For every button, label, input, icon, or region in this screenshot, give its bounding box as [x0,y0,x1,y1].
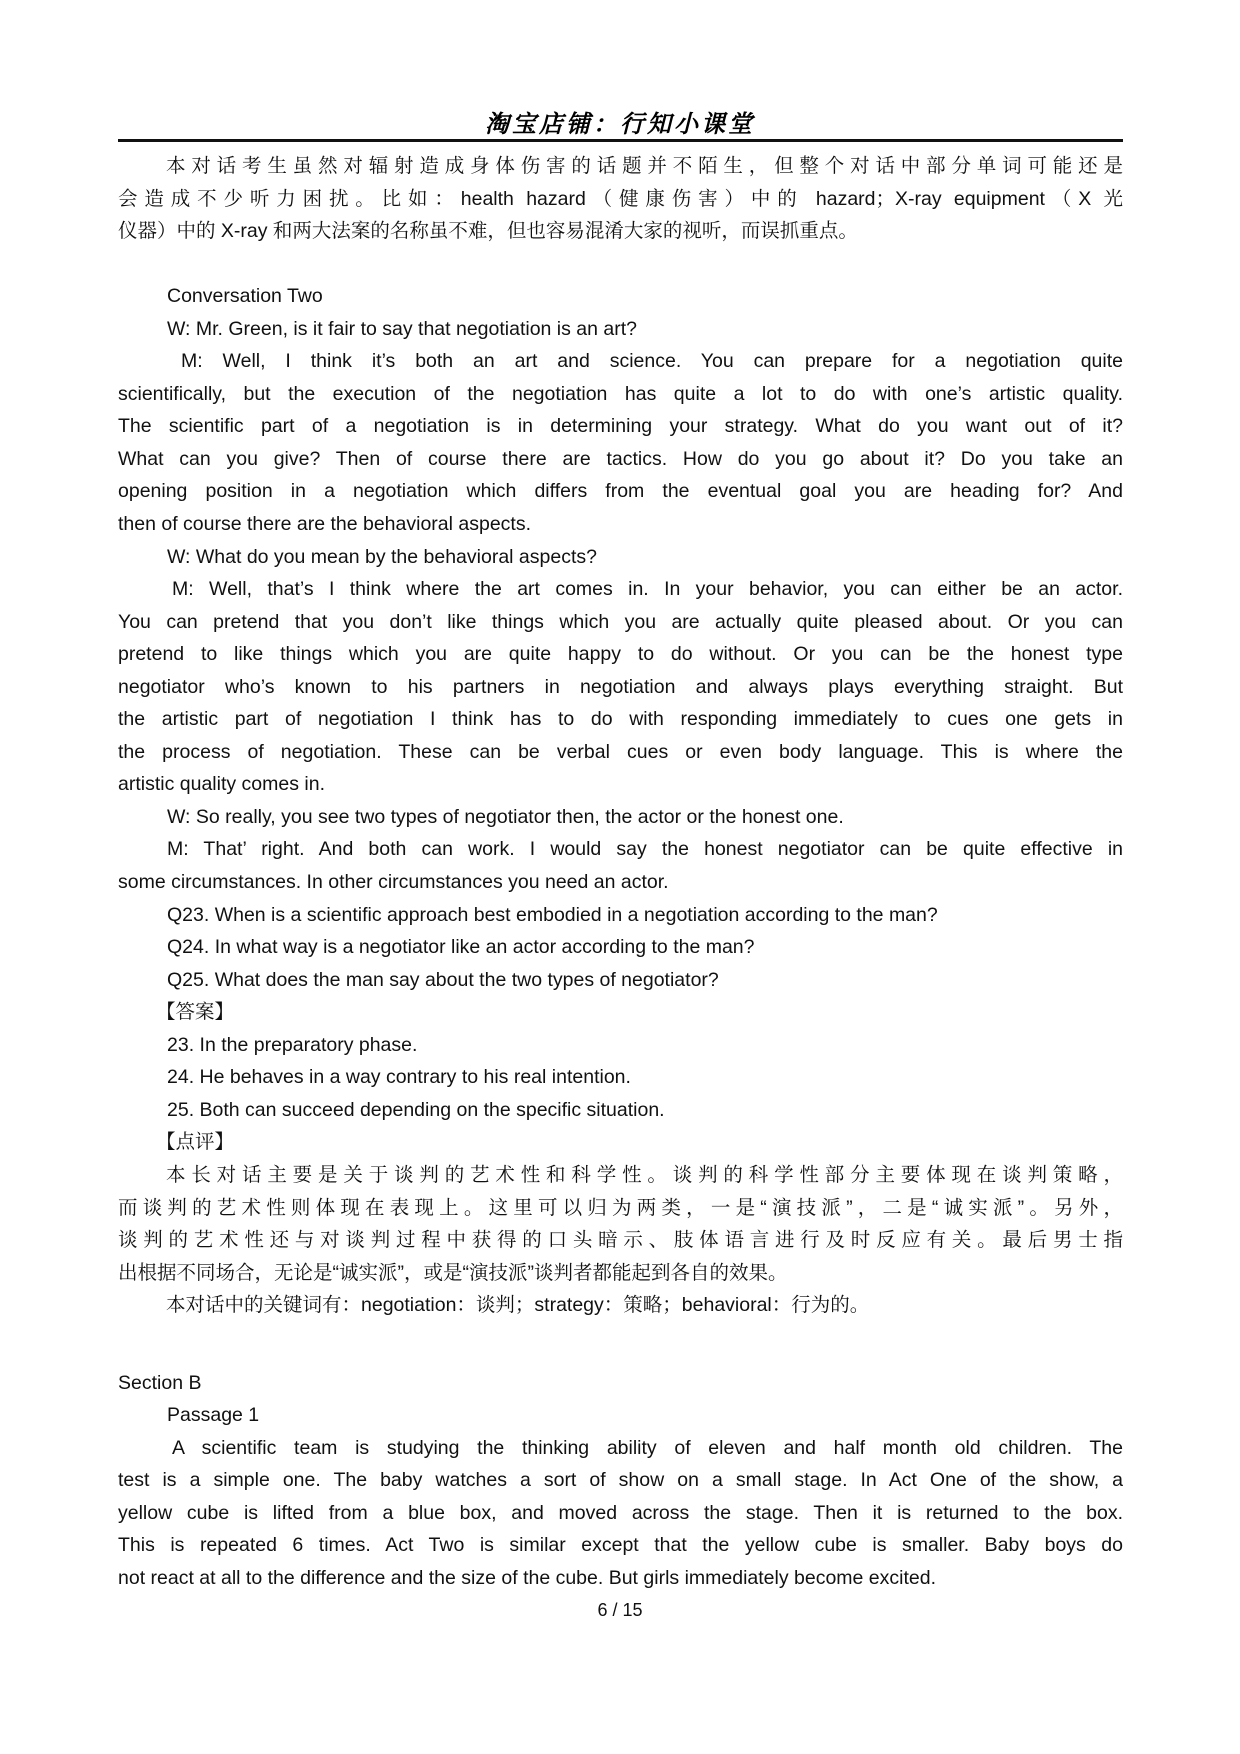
paragraph [118,345,1123,540]
text-line: artistic quality comes in. [118,773,325,796]
text-line: not react at all to the difference and the size of the cube. But girls immediately become excited. [118,1566,937,1589]
text-line: M: That’ right. And both can work. I would say the honest negotiator can be quite effective in [167,838,1123,861]
paragraph [118,996,1123,1029]
paragraph [118,573,1123,801]
text-line: M: Well, I think it’s both an art and science. You can prepare for a negotiation quite [181,350,1123,373]
text-line: some circumstances. In other circumstances you need an actor. [118,871,669,894]
paragraph [118,1159,1123,1289]
paragraph [118,1399,1123,1432]
text-line: pretend to like things which you are quite happy to do without. Or you can be the honest type [118,643,1123,666]
text-line: 【答案】 [156,1001,235,1024]
text-line: This is repeated 6 times. Act Two is similar except that the yellow cube is smaller. Baby boys do [118,1534,1123,1557]
paragraph [118,150,1123,248]
page-number: 6 / 15 [597,1600,643,1620]
text-line: 仪器）中的 X-ray 和两大法案的名称虽不难，但也容易混淆大家的视听，而误抓重点。 [118,220,858,243]
paragraph [118,1126,1123,1159]
paragraph [118,964,1123,997]
text-line: 23. In the preparatory phase. [167,1033,418,1056]
text-line: The scientific part of a negotiation is in determining your strategy. What do you want out of it? [118,415,1123,438]
text-line: 会造成不少听力困扰。比如：health hazard（健康伤害）中的 hazard；X-ray equipment（X 光 [118,187,1123,210]
text-line: 本对话考生虽然对辐射造成身体伤害的话题并不陌生，但整个对话中部分单词可能还是 [166,155,1123,177]
text-line: 谈判的艺术性还与对谈判过程中获得的口头暗示、肢体语言进行及时反应有关。最后男士指 [118,1229,1123,1252]
section-gap [118,1322,1123,1367]
text-line: Q23. When is a scientific approach best embodied in a negotiation according to the man? [167,903,938,926]
text-line: test is a simple one. The baby watches a sort of show on a small stage. In Act One of the show, a [118,1469,1123,1492]
text-line: Q25. What does the man say about the two types of negotiator? [167,968,719,991]
text-line: What can you give? Then of course there are tactics. How do you go about it? Do you take an [118,447,1123,470]
paragraph [118,1289,1123,1322]
text-line: Conversation Two [167,285,323,308]
paragraph [118,931,1123,964]
paragraph [118,833,1123,898]
text-line: scientifically, but the execution of the negotiation has quite a lot to do with one’s artistic quality. [118,382,1123,405]
blank-line [118,248,1123,281]
paragraph [118,541,1123,574]
text-line: 本对话中的关键词有：negotiation：谈判；strategy：策略；behavioral：行为的。 [166,1294,870,1317]
paragraph [118,313,1123,346]
text-line: the process of negotiation. These can be verbal cues or even body language. This is where the [118,740,1123,763]
text-line: You can pretend that you don’t like things which you are actually quite pleased about. Or you can [118,610,1123,633]
text-line: W: Mr. Green, is it fair to say that negotiation is an art? [167,317,638,340]
text-line: yellow cube is lifted from a blue box, and moved across the stage. Then it is returned to the box. [118,1501,1123,1524]
paragraph [118,1029,1123,1062]
text-line: 25. Both can succeed depending on the specific situation. [167,1098,665,1121]
text-line: Passage 1 [167,1404,260,1427]
text-line: Q24. In what way is a negotiator like an actor according to the man? [167,936,755,959]
text-line: 出根据不同场合，无论是“诚实派”，或是“演技派”谈判者都能起到各自的效果。 [118,1261,788,1284]
text-line: then of course there are the behavioral aspects. [118,513,532,536]
paragraph [118,1432,1123,1595]
text-line: M: Well, that’s I think where the art comes in. In your behavior, you can either be an actor. [172,578,1123,601]
text-line: negotiator who’s known to his partners in negotiation and always plays everything straight. But [118,675,1123,698]
paragraph [118,899,1123,932]
paragraph [118,1094,1123,1127]
page-header-title: 淘宝店铺：行知小课堂 [485,111,755,138]
text-line: 本长对话主要是关于谈判的艺术性和科学性。谈判的科学性部分主要体现在谈判策略， [166,1163,1123,1186]
text-line: 【点评】 [156,1131,235,1154]
text-line: 而谈判的艺术性则体现在表现上。这里可以归为两类，一是“演技派”，二是“诚实派”。另外， [118,1196,1123,1219]
paragraph [118,801,1123,834]
paragraph [118,1367,1123,1400]
document-body [118,150,1123,1595]
text-line: opening position in a negotiation which differs from the eventual goal you are heading for? And [118,480,1123,503]
text-line: W: What do you mean by the behavioral aspects? [167,545,597,568]
paragraph [118,1061,1123,1094]
text-line: W: So really, you see two types of negotiator then, the actor or the honest one. [167,805,844,828]
text-line: 24. He behaves in a way contrary to his real intention. [167,1066,631,1089]
text-line: A scientific team is studying the thinking ability of eleven and half month old children. The [172,1436,1123,1459]
text-line: the artistic part of negotiation I think has to do with responding immediately to cues one gets in [118,708,1123,731]
header-divider [118,139,1123,142]
paragraph [118,280,1123,313]
text-line: Section B [118,1371,202,1394]
